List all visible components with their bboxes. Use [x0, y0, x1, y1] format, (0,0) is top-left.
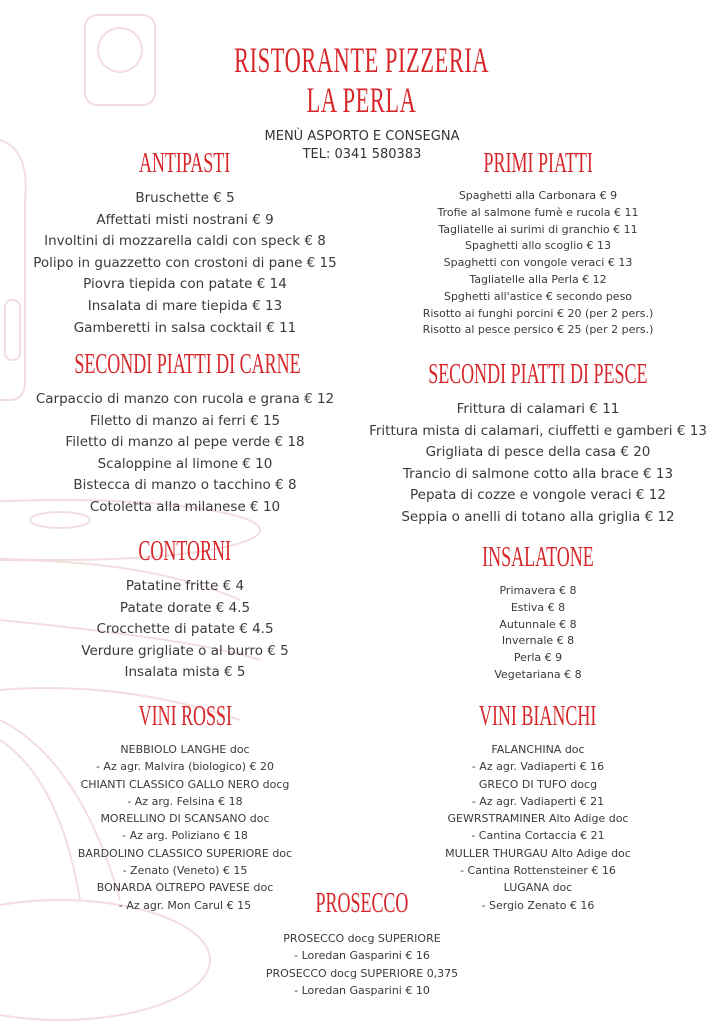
contorni-list [5, 576, 365, 684]
wine-item: PROSECCO docg SUPERIORE 0,375 [265, 966, 459, 980]
menu-item: Vegetariana € 8 [494, 667, 582, 681]
insalatone-heading: INSALATONE [482, 541, 594, 573]
wine-item: - Sergio Zenato € 16 [481, 898, 595, 912]
restaurant-name-line2: LA PERLA [307, 80, 417, 120]
secondi-pesce-heading: SECONDI PIATTI DI PESCE [428, 358, 648, 390]
menu-item: Bruschette € 5 [135, 190, 235, 206]
wine-item: GRECO DI TUFO docg [478, 777, 598, 791]
primi-heading: PRIMI PIATTI [483, 147, 593, 179]
wine-item: - Az agr. Vadiaperti € 16 [471, 760, 605, 774]
prosecco-heading: PROSECCO [315, 887, 409, 919]
wine-item: - Loredan Gasparini € 16 [294, 949, 430, 963]
menu-item: Spaghetti allo scoglio € 13 [464, 239, 611, 253]
menu-item: Insalata mista € 5 [124, 664, 246, 681]
menu-item: Frittura mista di calamari, ciuffetti e gamberi € 13 [369, 422, 707, 439]
wine-item: PROSECCO docg SUPERIORE [283, 932, 441, 945]
vini-bianchi-heading: VINI BIANCHI [479, 700, 597, 732]
contorni-heading: CONTORNI [138, 535, 232, 567]
menu-item: Filetto di manzo ai ferri € 15 [89, 412, 281, 429]
secondi-pesce-list [358, 399, 718, 529]
wine-item: CHIANTI CLASSICO GALLO NERO docg [80, 777, 290, 791]
prosecco-list [182, 930, 542, 999]
wine-item: GEWRSTRAMINER Alto Adige doc [447, 812, 629, 826]
wine-item: - Az agr. Mon Carul € 15 [118, 898, 252, 912]
menu-item: Verdure grigliate o al burro € 5 [81, 642, 289, 659]
menu-item: Perla € 9 [513, 651, 563, 665]
primi-list [358, 188, 718, 339]
menu-item: Cotoletta alla milanese € 10 [89, 498, 281, 515]
menu-item: Spaghetti con vongole veraci € 13 [443, 256, 633, 270]
vini-rossi-heading: VINI ROSSI [138, 700, 232, 732]
menu-item: Trofie al salmone fumè e rucola € 11 [437, 205, 639, 219]
restaurant-name: RISTORANTE PIZZERIA [234, 40, 490, 80]
wine-item: - Cantina Cortaccia € 21 [471, 829, 605, 843]
menu-item: Filetto di manzo al pepe verde € 18 [65, 434, 305, 451]
wine-item: - Cantina Rottensteiner € 16 [460, 864, 616, 878]
wine-item: - Zenato (Veneto) € 15 [122, 864, 248, 878]
wine-item: MULLER THURGAU Alto Adige doc [445, 846, 631, 860]
wine-item: NEBBIOLO LANGHE doc [120, 743, 250, 756]
menu-item: Autunnale € 8 [499, 617, 577, 631]
menu-item: Scaloppine al limone € 10 [97, 455, 273, 472]
menu-item: Insalata di mare tiepida € 13 [87, 297, 283, 314]
menu-item: Trancio di salmone cotto alla brace € 13 [402, 465, 674, 482]
menu-item: Grigliata di pesce della casa € 20 [425, 444, 651, 461]
menu-item: Bistecca di manzo o tacchino € 8 [73, 477, 297, 494]
wine-item: - Az arg. Poliziano € 18 [122, 829, 248, 843]
menu-item: Patatine fritte € 4 [125, 578, 245, 594]
secondi-carne-heading: SECONDI PIATTI DI CARNE [74, 348, 301, 380]
menu-item: Spghetti all'astice € secondo peso [443, 289, 633, 303]
menu-item: Pepata di cozze e vongole veraci € 12 [410, 487, 666, 504]
wine-item: BONARDA OLTREPO PAVESE doc [96, 881, 274, 895]
wine-item: - Az arg. Felsina € 18 [127, 794, 243, 808]
menu-item: Tagliatelle ai surimi di granchio € 11 [438, 222, 638, 236]
wine-item: - Loredan Gasparini € 10 [294, 983, 430, 997]
menu-item: Gamberetti in salsa cocktail € 11 [73, 319, 297, 336]
menu-item: Carpaccio di manzo con rucola e grana € 12 [35, 391, 335, 407]
menu-item: Seppia o anelli di totano alla griglia € 12 [401, 508, 675, 525]
wine-item: FALANCHINA doc [491, 743, 585, 756]
antipasti-list [5, 188, 365, 339]
wine-item: MORELLINO DI SCANSANO doc [100, 812, 270, 826]
secondi-carne-list [5, 389, 365, 519]
menu-item: Estiva € 8 [510, 600, 566, 614]
antipasti-heading: ANTIPASTI [139, 147, 231, 179]
insalatone-list [358, 583, 718, 684]
menu-item: Crocchette di patate € 4.5 [96, 621, 274, 638]
menu-item: Primavera € 8 [499, 584, 577, 597]
wine-item: - Az agr. Malvira (biologico) € 20 [95, 760, 275, 774]
phone-number: TEL: 0341 580383 [302, 147, 422, 162]
menu-subtitle: MENÙ ASPORTO E CONSEGNA [264, 129, 460, 144]
menu-item: Risotto al pesce persico € 25 (per 2 pers.) [422, 323, 654, 337]
menu-item: Frittura di calamari € 11 [456, 401, 620, 417]
menu-item: Piovra tiepida con patate € 14 [83, 276, 287, 293]
menu-item: Tagliatelle alla Perla € 12 [469, 272, 607, 286]
wine-item: LUGANA doc [503, 881, 573, 895]
wine-item: - Az agr. Vadiaperti € 21 [471, 794, 605, 808]
menu-item: Risotto ai funghi porcini € 20 (per 2 pers.) [422, 306, 654, 320]
menu-item: Involtini di mozzarella caldi con speck € 8 [44, 233, 326, 250]
menu-item: Affettati misti nostrani € 9 [96, 211, 274, 228]
menu-item: Patate dorate € 4.5 [119, 599, 251, 616]
wine-item: BARDOLINO CLASSICO SUPERIORE doc [77, 846, 293, 860]
menu-item: Invernale € 8 [501, 634, 575, 648]
menu-item: Polipo in guazzetto con crostoni di pane € 15 [33, 254, 337, 271]
menu-item: Spaghetti alla Carbonara € 9 [458, 189, 618, 202]
